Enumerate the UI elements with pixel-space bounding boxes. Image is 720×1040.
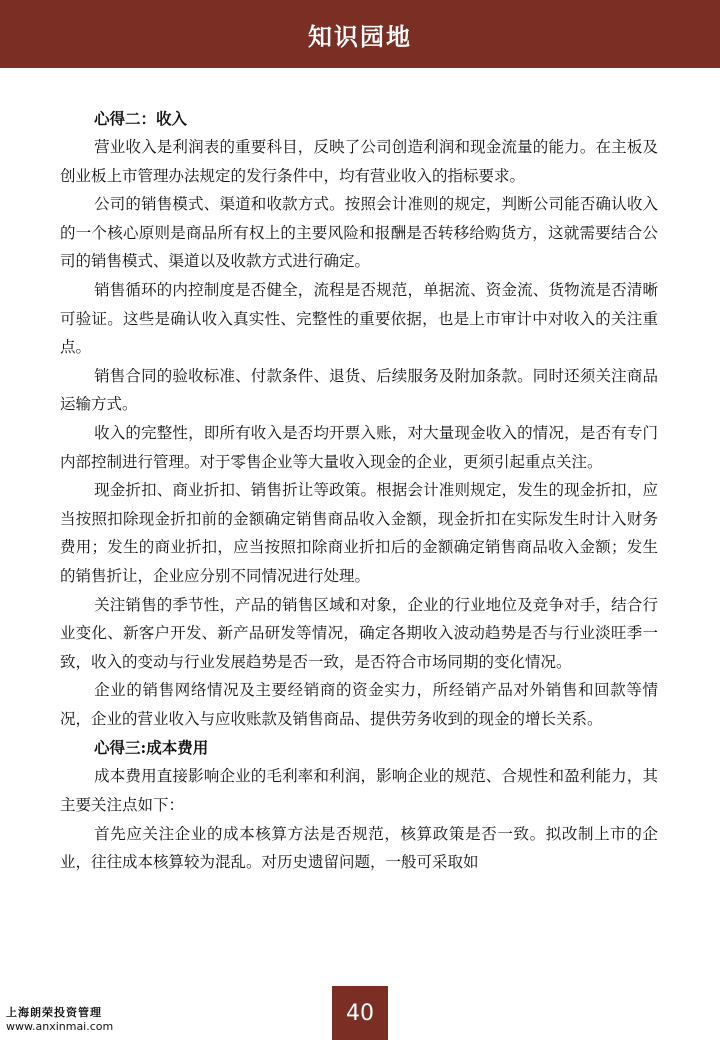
paragraph: 销售循环的内控制度是否健全，流程是否规范，单据流、资金流、货物流是否清晰可验证。这些是确认收入真实性、完整性的重要依据，也是上市审计中对收入的关注重点。	[60, 280, 658, 357]
page-header	[0, 0, 720, 68]
paragraph: 首先应关注企业的成本核算方法是否规范，核算政策是否一致。拟改制上市的企业，往往成本核算较为混乱。对历史遗留问题，一般可采取如	[60, 824, 658, 872]
paragraph: 营业收入是利润表的重要科目，反映了公司创造利润和现金流量的能力。在主板及创业板上市管理办法规定的发行条件中，均有营业收入的指标要求。	[60, 138, 658, 185]
company-name: 上海朗荣投资管理	[6, 1006, 102, 1019]
company-url: www.anxinmai.com	[6, 1020, 114, 1033]
paragraph: 销售合同的验收标准、付款条件、退货、后续服务及附加条款。同时还须关注商品运输方式。	[60, 366, 658, 414]
paragraph: 收入的完整性，即所有收入是否均开票入账，对大量现金收入的情况，是否有专门内部控制进行管理。对于零售企业等大量收入现金的企业，更须引起重点关注。	[60, 423, 658, 471]
paragraph: 企业的销售网络情况及主要经销商的资金实力，所经销产品对外销售和回款等情况，企业的营业收入与应收账款及销售商品、提供劳务收到的现金的增长关系。	[60, 681, 658, 728]
section-heading-revenue: 心得二：收入	[94, 109, 188, 128]
paragraph: 成本费用直接影响企业的毛利率和利润，影响企业的规范、合规性和盈利能力，其主要关注点如下：	[60, 767, 658, 815]
section-heading-cost: 心得三:成本费用	[94, 738, 209, 758]
header-title: 知识园地	[308, 22, 412, 51]
paragraph: 关注销售的季节性，产品的销售区域和对象，企业的行业地位及竞争对手，结合行业变化、新客户开发、新产品研发等情况，确定各期收入波动趋势是否与行业淡旺季一致，收入的变动与行业发展趋势是否一致，是否符合市场同期的变化情况。	[60, 595, 658, 671]
paragraph: 现金折扣、商业折扣、销售折让等政策。根据会计准则规定，发生的现金折扣，应当按照扣除现金折扣前的金额确定销售商品收入金额，现金折扣在实际发生时计入财务费用；发生的商业折扣，应当按照扣除商业折扣后的金额确定销售商品收入金额；发生的销售折让，企业应分别不同情况进行处理。	[60, 481, 658, 585]
paragraph: 公司的销售模式、渠道和收款方式。按照会计准则的规定，判断公司能否确认收入的一个核心原则是商品所有权上的主要风险和报酬是否转移给购货方，这就需要结合公司的销售模式、渠道以及收款方式进行确定。	[60, 195, 658, 271]
footer-brand	[6, 1006, 113, 1033]
page-number: 40	[332, 986, 388, 1040]
article-body	[60, 104, 658, 877]
